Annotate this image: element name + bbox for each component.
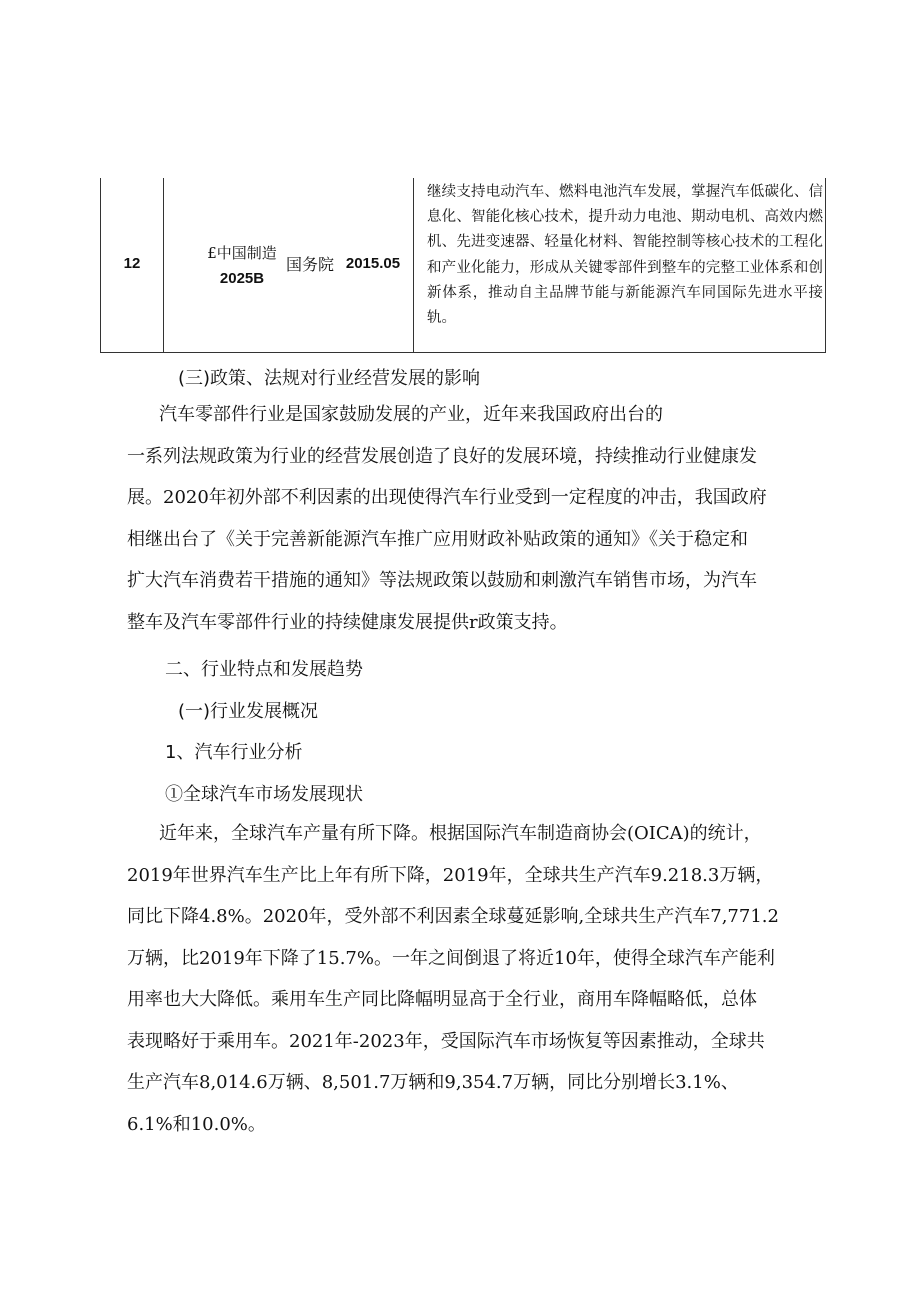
policy-content: 继续支持电动汽车、燃料电池汽车发展，掌握汽车低碳化、信息化、智能化核心技术，提升动力电池、期动电机、高效内燃机、先进变速器、轻量化材料、智能控制等核心技术的工程化和产业化能力，形成从关键零部件到整车的完整工业体系和创新体系，推动自主品牌节能与新能源汽车同国际先进水平接轨。 [427, 184, 823, 327]
paragraph-line: 生产汽车8,014.6万辆、8,501.7万辆和9,354.7万辆，同比分别增长3.1%、 [127, 1072, 739, 1093]
paragraph-line: 同比下降4.8%。2020年，受外部不利因素全球蔓延影响,全球共生产汽车7,771.2 [127, 906, 779, 927]
sub-subheading: ①全球汽车市场发展现状 [165, 784, 363, 805]
paragraph-line: 汽车零部件行业是国家鼓励发展的产业，近年来我国政府出台的 [159, 404, 663, 425]
paragraph-line: 展。2020年初外部不利因素的出现使得汽车行业受到一定程度的冲击，我国政府 [127, 487, 767, 508]
policy-name-line1: £中国制造 [207, 244, 277, 262]
paragraph-line: 用率也大大降低。乘用车生产同比降幅明显高于全行业，商用车降幅略低，总体 [127, 989, 757, 1010]
subsection-heading: 1、汽车行业分析 [165, 742, 303, 763]
chapter-heading: 二、行业特点和发展趋势 [165, 659, 363, 680]
policy-date: 2015.05 [345, 254, 401, 272]
section-heading: (一)行业发展概况 [178, 701, 319, 722]
policy-issuer: 国务院 [285, 254, 334, 274]
paragraph-line: 6.1%和10.0%。 [127, 1113, 266, 1135]
global-market-paragraph [127, 813, 827, 1145]
paragraph-line: 表现略好于乘用车。2021年-2023年，受国际汽车市场恢复等因素推动，全球共 [127, 1030, 765, 1052]
paragraph-line: 一系列法规政策为行业的经营发展创造了良好的发展环境，持续推动行业健康发 [127, 445, 757, 467]
section-heading: (三)政策、法规对行业经营发展的影响 [178, 368, 481, 389]
table-column-divider [413, 178, 414, 352]
policy-impact-paragraph [127, 394, 827, 643]
paragraph-line: 近年来，全球汽车产量有所下降。根据国际汽车制造商协会(OICA)的统计， [159, 823, 762, 844]
paragraph-line: 2019年世界汽车生产比上年有所下降，2019年，全球共生产汽车9.218.3万辆， [127, 864, 774, 886]
policy-table [100, 178, 826, 353]
paragraph-line: 万辆，比2019年下降了15.7%。一年之间倒退了将近10年，使得全球汽车产能利 [127, 947, 775, 969]
paragraph-line: 整车及汽车零部件行业的持续健康发展提供r政策支持。 [127, 611, 568, 633]
paragraph-line: 相继出台了《关于完善新能源汽车推广应用财政补贴政策的通知》《关于稳定和 [127, 528, 748, 550]
paragraph-line: 扩大汽车消费若干措施的通知》等法规政策以鼓励和刺激汽车销售市场，为汽车 [127, 570, 757, 591]
policy-name-line2: 2025B [219, 270, 265, 287]
row-number: 12 [123, 254, 141, 272]
